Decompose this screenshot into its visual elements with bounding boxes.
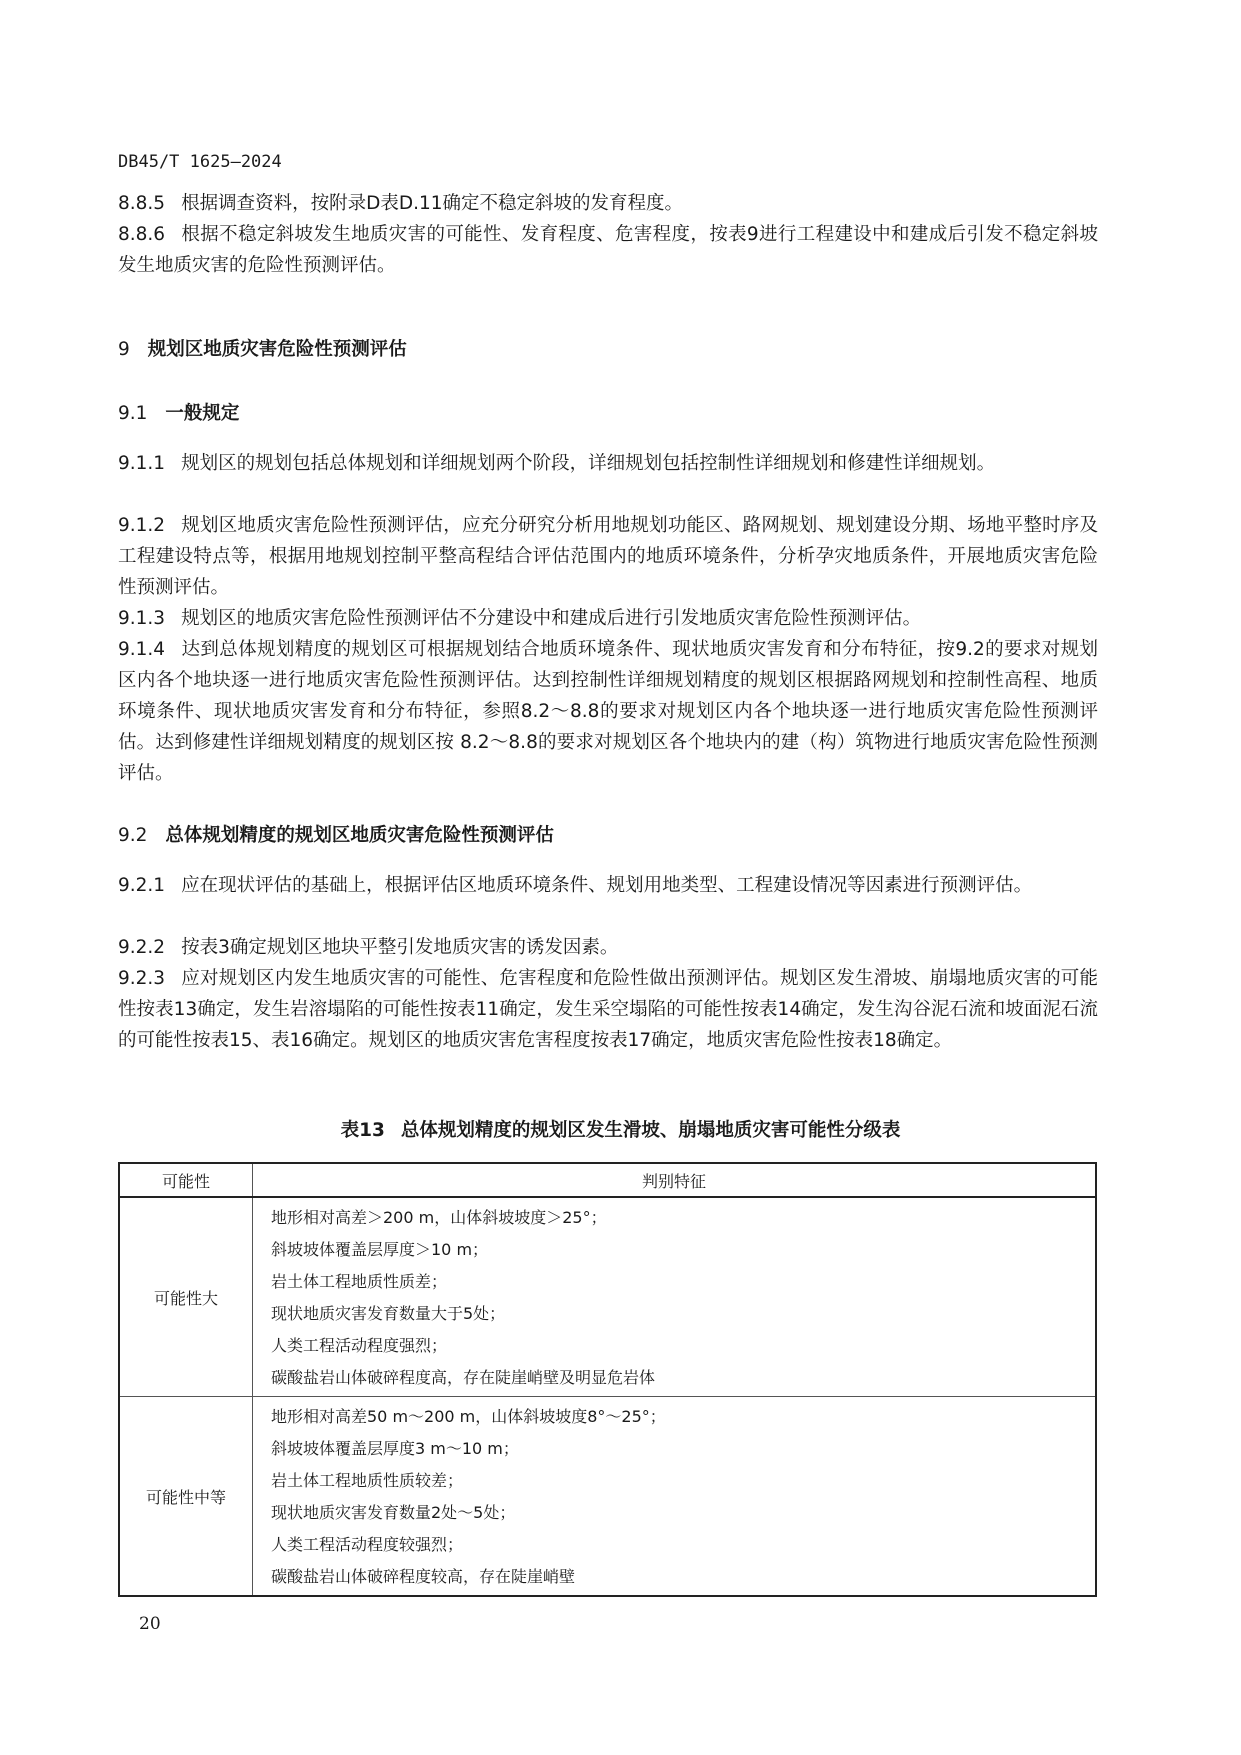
clause-9-1-1 [118,448,1098,479]
document-code: DB45/T 1625—2024 [118,152,282,172]
clause-9-1-3 [118,603,1098,634]
clause-number: 9.2.2 [118,937,166,958]
possibility-level: 可能性中等 [119,1397,253,1597]
clause-text: 规划区地质灾害危险性预测评估，应充分研究分析用地规划功能区、路网规划、规划建设分期、场地平整时序及工程建设特点等，根据用地规划控制平整高程结合评估范围内的地质环境条件，分析孕灾地质条件，开展地质灾害危险性预测评估。 [118,515,1098,598]
table-header-row [119,1163,1096,1197]
section-heading-9-1 [118,398,239,429]
possibility-level: 可能性大 [119,1197,253,1397]
clause-text: 规划区的地质灾害危险性预测评估不分建设中和建成后进行引发地质灾害危险性预测评估。 [181,608,922,629]
clause-text: 应在现状评估的基础上，根据评估区地质环境条件、规划用地类型、工程建设情况等因素进行预测评估。 [181,875,1033,896]
feature-item: 岩土体工程地质性质差； [271,1272,448,1291]
feature-item: 人类工程活动程度较强烈； [271,1535,464,1554]
page-number: 20 [139,1614,161,1634]
clause-number: 9.1.1 [118,453,166,474]
clause-text: 根据不稳定斜坡发生地质灾害的可能性、发育程度、危害程度，按表9进行工程建设中和建成后引发不稳定斜坡发生地质灾害的危险性预测评估。 [118,224,1098,276]
clause-number: 9.1.2 [118,515,166,536]
section-heading-9-2 [118,820,554,851]
section-title: 规划区地质灾害危险性预测评估 [147,339,407,360]
clause-9-1-4 [118,634,1098,789]
clause-9-2-2 [118,932,1098,963]
clause-text: 按表3确定规划区地块平整引发地质灾害的诱发因素。 [181,937,619,958]
clause-text: 应对规划区内发生地质灾害的可能性、危害程度和危险性做出预测评估。规划区发生滑坡、崩塌地质灾害的可能性按表13确定，发生岩溶塌陷的可能性按表11确定，发生采空塌陷的可能性按表14确定，发生沟谷泥石流和坡面泥石流的可能性按表15、表16确定。规划区的地质灾害危害程度按表17确定，地质灾害危险性按表18确定。 [118,968,1098,1051]
table-row [119,1397,1096,1597]
section-title: 一般规定 [165,403,240,424]
clause-number: 8.8.5 [118,193,166,214]
feature-item: 斜坡坡体覆盖层厚度＞10 m； [271,1240,489,1259]
clause-number: 9.1.4 [118,639,166,660]
clause-9-2-1 [118,870,1098,901]
feature-item: 碳酸盐岩山体破碎程度较高，存在陡崖峭壁 [271,1567,576,1586]
table-number: 表13 [340,1120,385,1141]
clause-text: 根据调查资料，按附录D表D.11确定不稳定斜坡的发育程度。 [181,193,683,214]
clause-number: 9.2.3 [118,968,166,989]
clause-8-8-5 [118,188,1098,219]
clause-8-8-6 [118,219,1098,281]
clause-text: 达到总体规划精度的规划区可根据规划结合地质环境条件、现状地质灾害发育和分布特征，按9.2的要求对规划区内各个地块逐一进行地质灾害危险性预测评估。达到控制性详细规划精度的规划区根据路网规划和控制性高程、地质环境条件、现状地质灾害发育和分布特征，参照8.2～8.8的要求对规划区内各个地块逐一进行地质灾害危险性预测评估。达到修建性详细规划精度的规划区按 8.2～8.8的要求对规划区各个地块内的建（构）筑物进行地质灾害危险性预测评估。 [118,639,1098,784]
section-title: 总体规划精度的规划区地质灾害危险性预测评估 [165,825,554,846]
feature-list [253,1197,1097,1397]
clause-number: 8.8.6 [118,224,166,245]
feature-item: 碳酸盐岩山体破碎程度高，存在陡崖峭壁及明显危岩体 [271,1368,656,1387]
section-number: 9.1 [118,403,148,424]
feature-item: 斜坡坡体覆盖层厚度3 m～10 m； [271,1439,519,1458]
possibility-grading-table [118,1162,1097,1597]
column-header-features: 判别特征 [253,1163,1097,1197]
table-caption [0,1116,1241,1142]
feature-item: 岩土体工程地质性质较差； [271,1471,464,1490]
clause-9-1-2 [118,510,1098,603]
section-heading-9 [118,334,407,365]
feature-item: 地形相对高差＞200 m，山体斜坡坡度＞25°； [271,1208,607,1227]
feature-list [253,1397,1097,1597]
feature-item: 现状地质灾害发育数量大于5处； [271,1304,506,1323]
clause-number: 9.2.1 [118,875,166,896]
clause-text: 规划区的规划包括总体规划和详细规划两个阶段，详细规划包括控制性详细规划和修建性详细规划。 [181,453,996,474]
section-number: 9 [118,339,130,360]
clause-9-2-3 [118,963,1098,1056]
table-title: 总体规划精度的规划区发生滑坡、崩塌地质灾害可能性分级表 [400,1120,901,1141]
clause-number: 9.1.3 [118,608,166,629]
column-header-possibility: 可能性 [119,1163,253,1197]
feature-item: 现状地质灾害发育数量2处～5处； [271,1503,516,1522]
feature-item: 人类工程活动程度强烈； [271,1336,448,1355]
section-number: 9.2 [118,825,148,846]
table-row [119,1197,1096,1397]
feature-item: 地形相对高差50 m～200 m，山体斜坡坡度8°～25°； [271,1407,666,1426]
